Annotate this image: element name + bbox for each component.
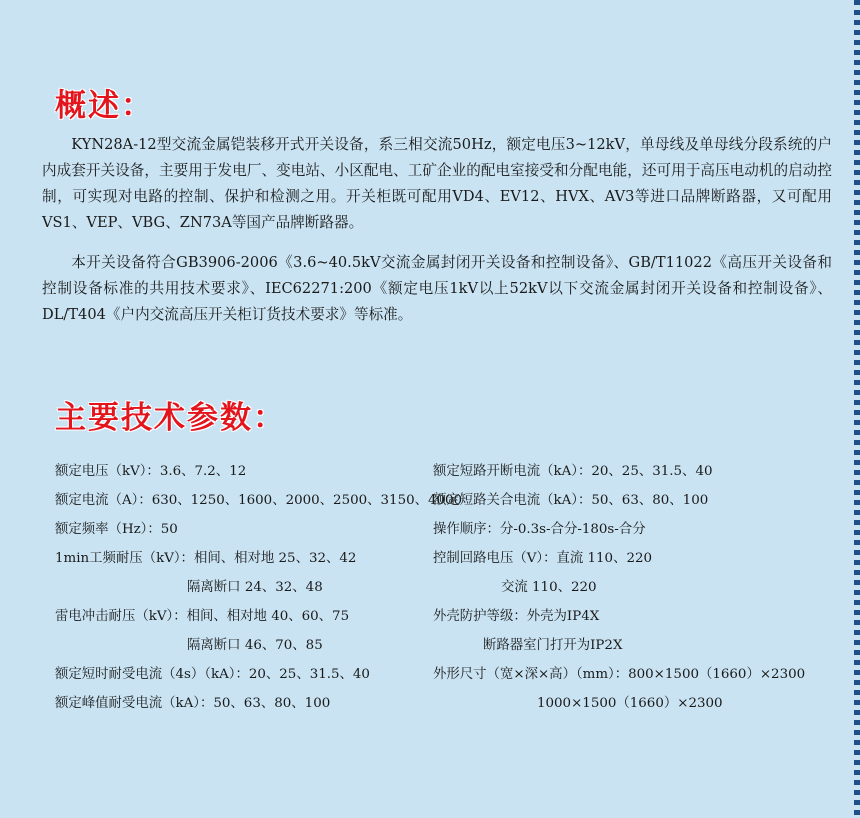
spec-row: 额定短时耐受电流（4s）（kA）：20、25、31.5、40	[55, 667, 370, 682]
spec-row: 隔离断口 24、32、48	[187, 580, 323, 595]
spec-row: 隔离断口 46、70、85	[187, 638, 323, 653]
specs-right-column	[433, 457, 843, 718]
spec-row: 额定频率（Hz）：50	[55, 522, 178, 537]
overview-paragraph-1: KYN28A-12型交流金属铠装移开式开关设备，系三相交流50Hz，额定电压3~12kV，单母线及单母线分段系统的户内成套开关设备，主要用于发电厂、变电站、小区配电、工矿企业的配电室接受和分配电能，还可用于高压电动机的启动控制，可实现对电路的控制、保护和检测之用。开关柜既可配用VD4、EV12、HVX、AV3等进口品牌断路器，又可配用VS1、VEP、VBG、ZN73A等国产品牌断路器。	[42, 136, 832, 231]
spec-row: 断路器室门打开为IP2X	[483, 638, 623, 653]
overview-heading: 概述：	[55, 88, 154, 124]
right-edge-border	[854, 0, 860, 818]
spec-row: 额定短路关合电流（kA）：50、63、80、100	[433, 493, 709, 508]
spec-row: 额定短路开断电流（kA）：20、25、31.5、40	[433, 464, 713, 479]
spec-row: 雷电冲击耐压（kV）：相间、相对地 40、60、75	[55, 609, 350, 624]
spec-row: 额定电流（A）：630、1250、1600、2000、2500、3150、4000	[55, 493, 463, 508]
spec-row: 操作顺序：分-0.3s-合分-180s-合分	[433, 522, 646, 537]
spec-row: 控制回路电压（V）：直流 110、220	[433, 551, 653, 566]
specs-heading: 主要技术参数：	[55, 400, 286, 436]
spec-row: 额定峰值耐受电流（kA）：50、63、80、100	[55, 696, 331, 711]
spec-row: 1000×1500（1660）×2300	[537, 696, 723, 711]
overview-paragraph-2: 本开关设备符合GB3906-2006《3.6~40.5kV交流金属封闭开关设备和控制设备》、GB/T11022《高压开关设备和控制设备标准的共用技术要求》、IEC62271:200《额定电压1kV以上52kV以下交流金属封闭开关设备和控制设备》、DL/T404《户内交流高压开关柜订货技术要求》等标准。	[42, 254, 832, 323]
spec-row: 外壳防护等级：外壳为IP4X	[433, 609, 600, 624]
spec-row: 1min工频耐压（kV）：相间、相对地 25、32、42	[55, 551, 357, 566]
specs-left-column	[55, 457, 463, 718]
spec-row: 外形尺寸（宽×深×高）（mm）：800×1500（1660）×2300	[433, 667, 806, 682]
spec-row: 额定电压（kV）：3.6、7.2、12	[55, 464, 247, 479]
spec-row: 交流 110、220	[501, 580, 597, 595]
